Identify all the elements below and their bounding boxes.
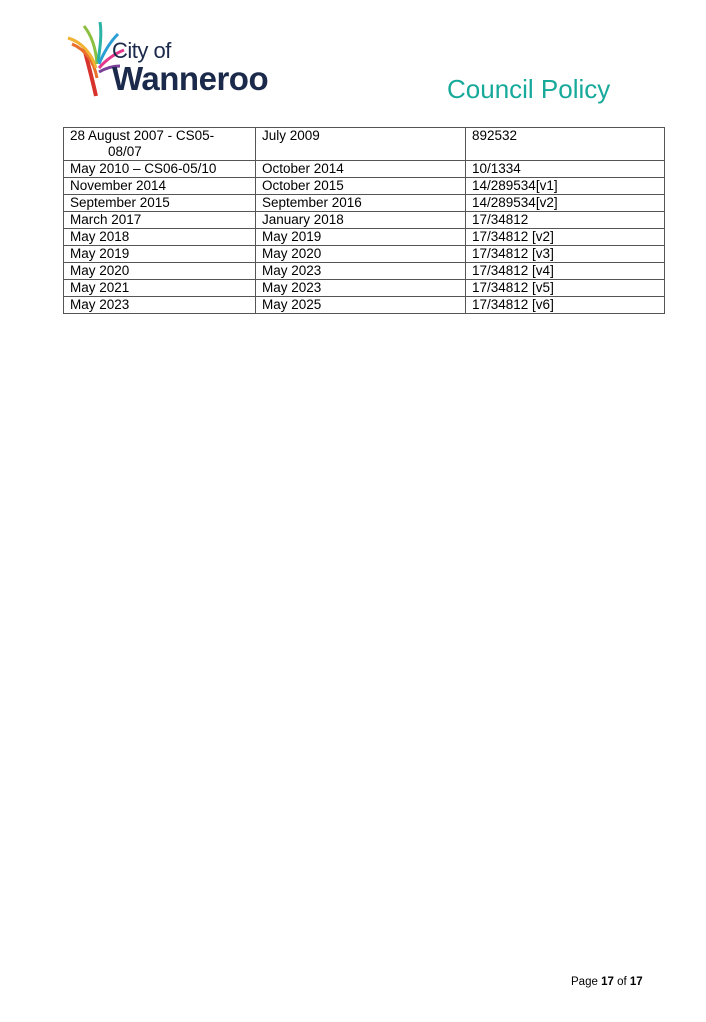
table-cell-reference: 17/34812 [v4] (466, 263, 665, 280)
table-cell-review: May 2023 (256, 280, 466, 297)
table-row (64, 195, 665, 212)
table-cell-reference: 14/289534[v2] (466, 195, 665, 212)
table-cell-review: January 2018 (256, 212, 466, 229)
table-cell-adopted: May 2020 (64, 263, 256, 280)
table-row (64, 161, 665, 178)
table-cell-adopted: September 2015 (64, 195, 256, 212)
table-cell-reference: 17/34812 [v3] (466, 246, 665, 263)
logo-text-city-of: City of (112, 38, 171, 63)
table-cell-adopted: March 2017 (64, 212, 256, 229)
table-row (64, 178, 665, 195)
page-number (571, 976, 643, 988)
document-title: Council Policy (447, 74, 611, 104)
table-cell-review: July 2009 (256, 128, 466, 161)
page-current: 17 (601, 976, 614, 988)
policy-history-table (63, 127, 665, 314)
table-row (64, 297, 665, 314)
table-cell-adopted: May 2021 (64, 280, 256, 297)
table-cell-review: May 2025 (256, 297, 466, 314)
table-cell-reference: 14/289534[v1] (466, 178, 665, 195)
table-row (64, 128, 665, 161)
table-cell-reference: 17/34812 [v6] (466, 297, 665, 314)
table-cell-adopted: May 2023 (64, 297, 256, 314)
table-cell-adopted: May 2018 (64, 229, 256, 246)
table-cell-reference: 17/34812 [v5] (466, 280, 665, 297)
cell-text-line1: 28 August 2007 - CS05- (70, 128, 215, 143)
table-cell-review: October 2015 (256, 178, 466, 195)
table-cell-review: May 2020 (256, 246, 466, 263)
table-cell-adopted: May 2019 (64, 246, 256, 263)
table-row (64, 212, 665, 229)
table-cell-review: May 2019 (256, 229, 466, 246)
table-cell-reference: 17/34812 (466, 212, 665, 229)
cell-text-line2: 08/07 (108, 144, 142, 159)
page-of-label: of (617, 976, 627, 988)
city-of-wanneroo-logo (66, 18, 292, 100)
table-cell-review: October 2014 (256, 161, 466, 178)
page-label: Page (571, 976, 598, 988)
logo-text-wanneroo: Wanneroo (112, 60, 269, 97)
table-row (64, 246, 665, 263)
table-cell-review: May 2023 (256, 263, 466, 280)
table-row (64, 280, 665, 297)
table-cell-reference: 17/34812 [v2] (466, 229, 665, 246)
table-row (64, 263, 665, 280)
table-row (64, 229, 665, 246)
table-cell-reference: 892532 (466, 128, 665, 161)
table-cell-adopted: November 2014 (64, 178, 256, 195)
table-cell-reference: 10/1334 (466, 161, 665, 178)
table-cell-adopted (64, 128, 256, 161)
history-table-body (64, 128, 665, 314)
table-cell-adopted: May 2010 – CS06-05/10 (64, 161, 256, 178)
page-total: 17 (629, 976, 643, 988)
table-cell-review: September 2016 (256, 195, 466, 212)
